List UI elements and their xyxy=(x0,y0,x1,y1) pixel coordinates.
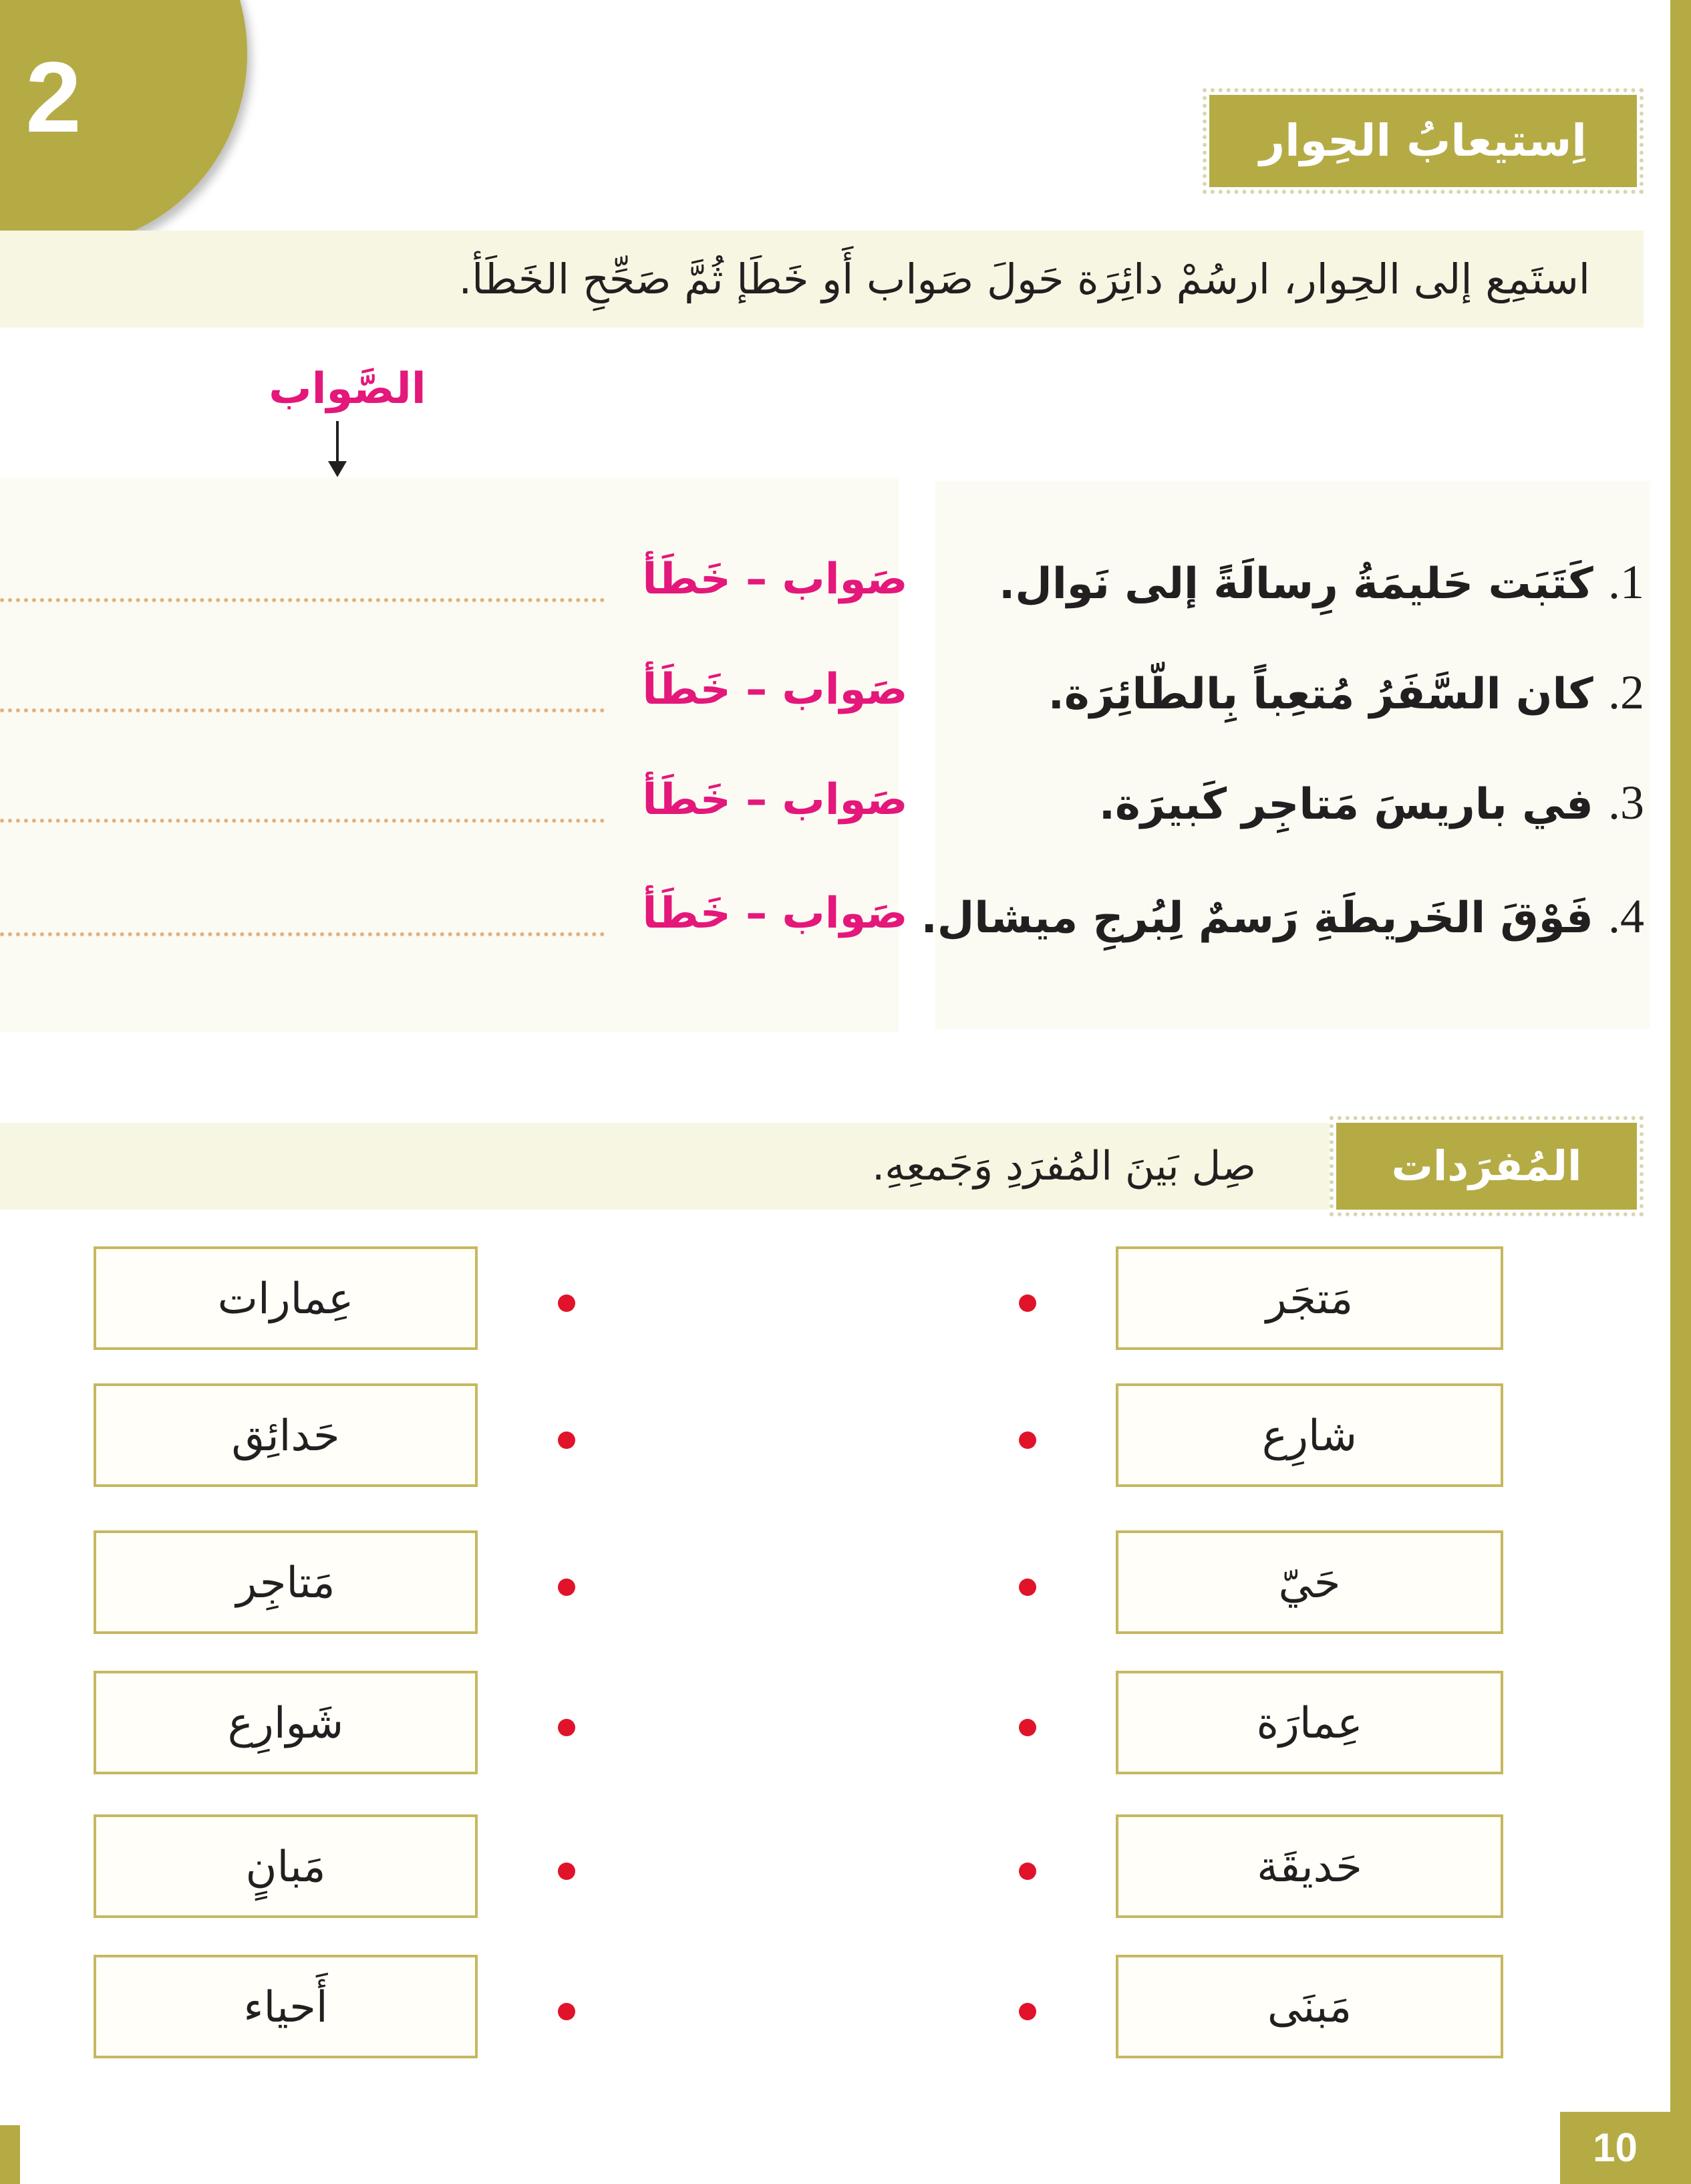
corner-tab xyxy=(0,2125,20,2184)
singular-box-2: شارِع xyxy=(1116,1383,1503,1487)
section-title-vocabulary: المُفرَدات xyxy=(1336,1123,1637,1210)
page-edge-bar xyxy=(1670,0,1691,2184)
singular-box-1: مَتجَر xyxy=(1116,1246,1503,1350)
page-number: 10 xyxy=(1560,2112,1670,2184)
match-dot-singular-6[interactable] xyxy=(1019,2003,1036,2020)
match-dot-plural-1[interactable] xyxy=(558,1294,575,1312)
answer-label: الصَّواب xyxy=(269,364,426,414)
singular-box-4: عِمارَة xyxy=(1116,1671,1503,1774)
match-dot-singular-4[interactable] xyxy=(1019,1719,1036,1736)
true-false-option-2[interactable]: صَواب – خَطَأ xyxy=(642,665,908,714)
statement-4: 4. فَوْقَ الخَريطَةِ رَسمٌ لِبُرجِ ميشال. xyxy=(921,890,1644,943)
section-title-comprehension: اِستيعابُ الحِوار xyxy=(1209,95,1637,187)
unit-number: 2 xyxy=(25,41,82,153)
singular-box-3: حَيّ xyxy=(1116,1530,1503,1634)
plural-box-4: شَوارِع xyxy=(94,1671,478,1774)
answer-line-1[interactable] xyxy=(0,598,605,602)
match-dot-plural-5[interactable] xyxy=(558,1863,575,1880)
instruction-vocabulary: صِل بَينَ المُفرَدِ وَجَمعِهِ. xyxy=(0,1123,1330,1210)
singular-box-5: حَديقَة xyxy=(1116,1814,1503,1918)
singular-box-6: مَبنَى xyxy=(1116,1955,1503,2058)
match-dot-plural-2[interactable] xyxy=(558,1431,575,1449)
statement-1: 1. كَتَبَت حَليمَةُ رِسالَةً إلى نَوال. xyxy=(998,555,1644,609)
match-dot-singular-3[interactable] xyxy=(1019,1579,1036,1596)
match-dot-plural-3[interactable] xyxy=(558,1579,575,1596)
plural-box-3: مَتاجِر xyxy=(94,1530,478,1634)
plural-box-5: مَبانٍ xyxy=(94,1814,478,1918)
match-dot-singular-1[interactable] xyxy=(1019,1294,1036,1312)
answer-line-2[interactable] xyxy=(0,708,605,712)
match-dot-singular-2[interactable] xyxy=(1019,1431,1036,1449)
true-false-option-3[interactable]: صَواب – خَطَأ xyxy=(642,775,908,825)
plural-box-2: حَدائِق xyxy=(94,1383,478,1487)
match-dot-plural-6[interactable] xyxy=(558,2003,575,2020)
plural-box-6: أَحياء xyxy=(94,1955,478,2058)
true-false-option-1[interactable]: صَواب – خَطَأ xyxy=(642,555,908,604)
instruction-comprehension: استَمِع إلى الحِوار، ارسُمْ دائِرَة حَولَ صَواب أَو خَطَإ ثُمَّ صَحِّحِ الخَطَأ. xyxy=(0,231,1644,327)
match-dot-plural-4[interactable] xyxy=(558,1719,575,1736)
down-arrow-icon xyxy=(336,421,339,474)
statement-2: 2. كان السَّفَرُ مُتعِباً بِالطّائِرَة. xyxy=(1048,666,1644,719)
answer-line-3[interactable] xyxy=(0,819,605,823)
plural-box-1: عِمارات xyxy=(94,1246,478,1350)
answer-line-4[interactable] xyxy=(0,932,605,936)
match-dot-singular-5[interactable] xyxy=(1019,1863,1036,1880)
statement-3: 3. في باريسَ مَتاجِر كَبيرَة. xyxy=(1098,776,1644,829)
true-false-option-4[interactable]: صَواب – خَطَأ xyxy=(642,889,908,938)
